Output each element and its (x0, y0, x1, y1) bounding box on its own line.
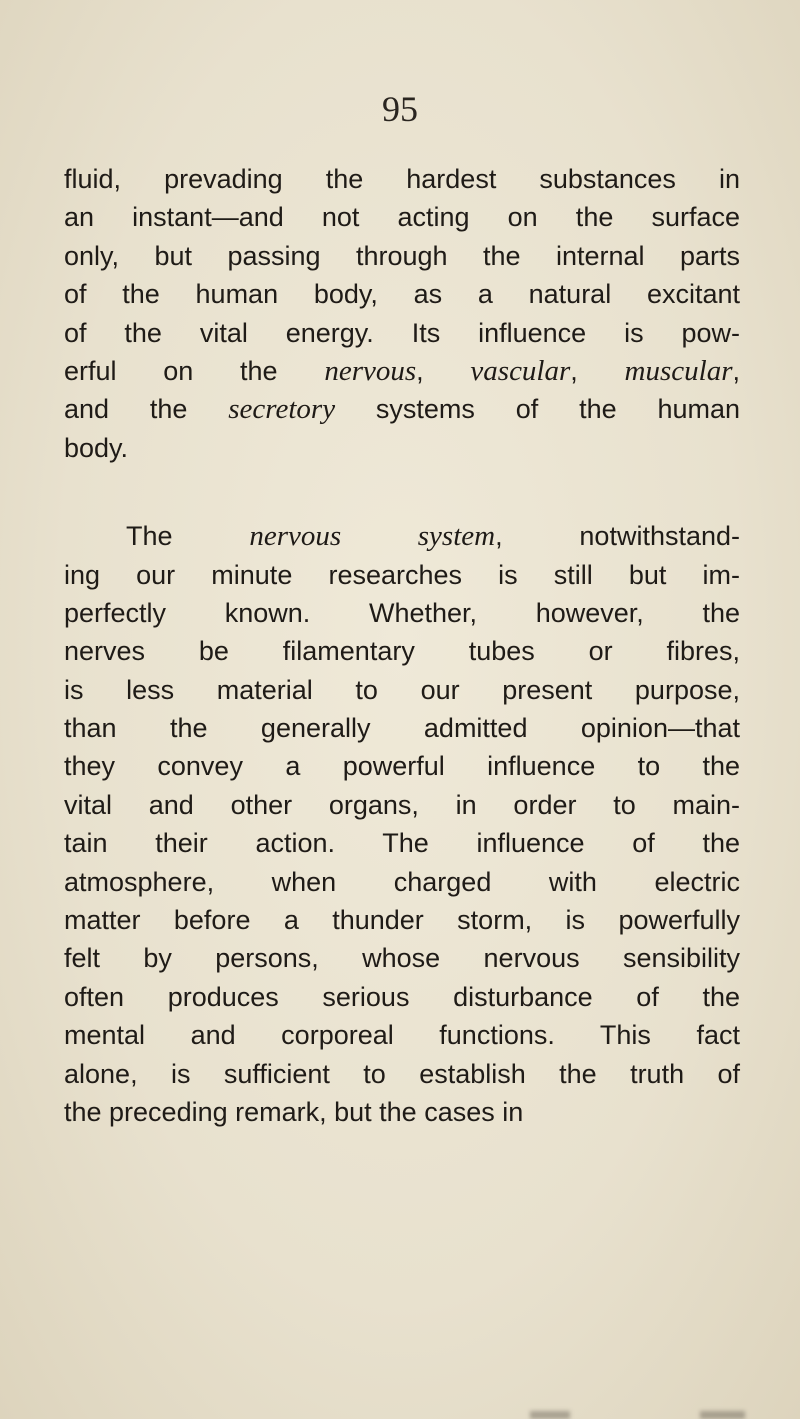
text-line (64, 824, 740, 862)
text-line (64, 671, 740, 709)
text-line (64, 863, 740, 901)
text-segment: than the generally admitted opinion—that (64, 713, 740, 744)
body-text (64, 160, 740, 1131)
text-line (64, 747, 740, 785)
text-segment: of the vital energy. Its influence is pow- (64, 317, 740, 348)
text-line (64, 901, 740, 939)
italic-text: muscular (624, 354, 733, 387)
text-segment: an instant—and not acting on the surface (64, 202, 740, 233)
italic-text: nervous (324, 354, 417, 387)
text-line (64, 939, 740, 977)
italic-text: vascular (470, 354, 571, 387)
text-line (64, 786, 740, 824)
text-segment: vital and other organs, in order to main- (64, 789, 740, 820)
text-segment: often produces serious disturbance of the (64, 981, 740, 1012)
text-line (64, 237, 740, 275)
paragraph-gap (64, 467, 740, 517)
text-segment: and the (64, 394, 229, 425)
text-line (64, 1055, 740, 1093)
edge-smudge (530, 1411, 570, 1419)
page-number: 95 (382, 89, 418, 129)
paragraph (64, 517, 740, 1131)
text-segment: atmosphere, when charged with electric (64, 866, 740, 897)
text-segment: ing our minute researches is still but im- (64, 559, 740, 590)
text-line (64, 556, 740, 594)
text-line (64, 1093, 740, 1131)
text-line (64, 198, 740, 236)
text-segment: mental and corporeal functions. This fact (64, 1020, 740, 1051)
text-line (64, 517, 740, 555)
text-line (64, 275, 740, 313)
text-segment: erful on the (64, 355, 325, 386)
text-line (64, 709, 740, 747)
text-line (64, 632, 740, 670)
text-segment: of the human body, as a natural excitant (64, 279, 740, 310)
text-segment: nerves be filamentary tubes or fibres, (64, 636, 740, 667)
text-segment: only, but passing through the internal parts (64, 240, 740, 271)
text-segment: , notwithstand- (495, 521, 740, 552)
text-line (64, 160, 740, 198)
text-segment: , (416, 355, 471, 386)
text-segment: perfectly known. Whether, however, the (64, 597, 740, 628)
text-segment: tain their action. The influence of the (64, 828, 740, 859)
text-line (64, 429, 740, 467)
text-segment: felt by persons, whose nervous sensibility (64, 943, 740, 974)
edge-smudge (700, 1411, 745, 1419)
text-line (64, 978, 740, 1016)
text-segment: body. (64, 432, 129, 463)
text-line (64, 390, 740, 428)
text-segment: systems of the human (335, 394, 741, 425)
text-segment: is less material to our present purpose, (64, 674, 740, 705)
text-segment: , (570, 355, 625, 386)
text-segment: The (126, 521, 250, 552)
italic-text: nervous system (249, 520, 496, 553)
text-segment: fluid, prevading the hardest substances in (64, 164, 740, 194)
text-segment: alone, is sufficient to establish the truth of (64, 1058, 740, 1089)
text-line (64, 1016, 740, 1054)
text-line (64, 352, 740, 390)
text-segment: matter before a thunder storm, is powerfully (64, 905, 740, 936)
text-segment: the preceding remark, but the cases in (64, 1096, 524, 1127)
italic-text: secretory (228, 393, 336, 426)
paragraph (64, 160, 740, 467)
text-segment: they convey a powerful influence to the (64, 751, 740, 782)
text-segment: , (732, 355, 740, 386)
text-line (64, 594, 740, 632)
text-line (64, 314, 740, 352)
